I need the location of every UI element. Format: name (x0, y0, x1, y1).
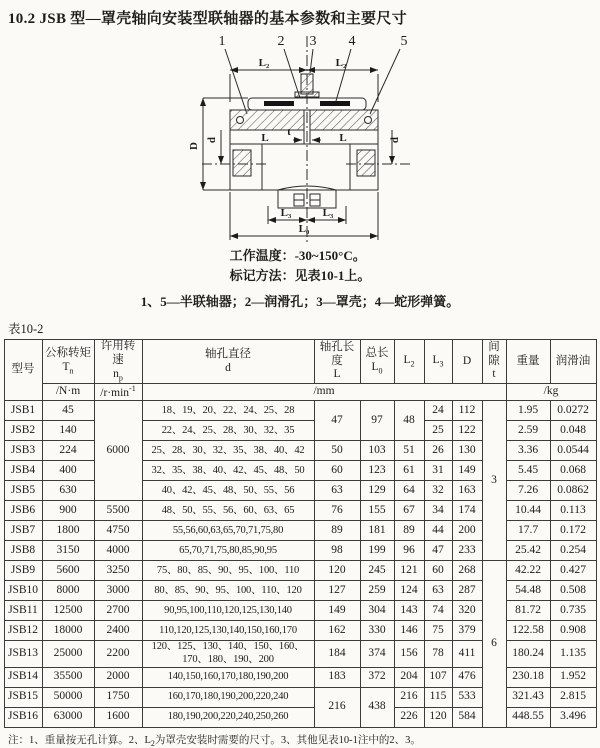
table-cell: 129 (360, 481, 394, 501)
table-cell: 5600 (42, 561, 94, 581)
table-cell: 0.113 (550, 501, 596, 521)
table-row (4, 707, 596, 727)
table-cell: 122 (452, 421, 482, 441)
table-cell: 25、28、30、32、35、38、40、42 (142, 441, 314, 461)
table-cell: 51 (394, 441, 424, 461)
table-cell: 25.42 (506, 541, 550, 561)
table-cell: 411 (452, 641, 482, 667)
marking-method-note: 标记方法：见表10-1上。 (229, 268, 371, 284)
dim-label-d-left: d (206, 136, 218, 144)
table-cell: 76 (314, 501, 360, 521)
table-cell: JSB6 (4, 501, 42, 521)
table-cell: 630 (42, 481, 94, 501)
table-cell: 226 (394, 707, 424, 727)
figure-legend: 1、5—半联轴器；2—润滑孔；3—罩壳；4—蛇形弹簧。 (140, 294, 460, 310)
col-header-model: 型号 (4, 340, 42, 401)
table-cell: 3 (482, 401, 506, 561)
table-cell: 0.908 (550, 621, 596, 641)
table-cell: 155 (360, 501, 394, 521)
table-cell: 90,95,100,110,120,125,130,140 (142, 601, 314, 621)
table-cell: 80、85、90、95、100、110、120 (142, 581, 314, 601)
table-row (4, 461, 596, 481)
table-row (4, 581, 596, 601)
table-cell: 47 (314, 401, 360, 441)
table-cell: 22、24、25、28、30、32、35 (142, 421, 314, 441)
table-cell: 7.26 (506, 481, 550, 501)
unit-kg: /kg (506, 383, 596, 401)
table-cell: 320 (452, 601, 482, 621)
dim-label-l-right: L (339, 132, 347, 144)
dim-label-t: t (287, 126, 291, 138)
table-cell: 1.135 (550, 641, 596, 667)
table-cell: 32、35、38、40、42、45、48、50 (142, 461, 314, 481)
table-cell: JSB11 (4, 601, 42, 621)
table-cell: 122.58 (506, 621, 550, 641)
table-cell: 2700 (94, 601, 142, 621)
table-row (4, 621, 596, 641)
table-cell: 45 (42, 401, 94, 421)
dim-label-l0: L₀ (298, 223, 310, 235)
working-temperature-note: 工作温度：-30~150°C。 (229, 248, 366, 263)
table-cell: 60 (314, 461, 360, 481)
dim-label-l2-left: L₂ (258, 57, 270, 69)
callout-number: 5 (400, 34, 408, 49)
table-cell: 2.59 (506, 421, 550, 441)
table-cell: 0.172 (550, 521, 596, 541)
table-cell: 180,190,200,220,240,250,260 (142, 707, 314, 727)
table-row (4, 481, 596, 501)
table-cell: 140 (42, 421, 94, 441)
table-cell: 438 (360, 687, 394, 727)
table-cell: 75、80、85、90、95、100、110 (142, 561, 314, 581)
table-cell: 10.44 (506, 501, 550, 521)
table-cell: 6000 (94, 401, 142, 501)
col-header-torque: 公称转矩 $T_n$ (42, 340, 94, 383)
table-cell: 127 (314, 581, 360, 601)
table-row (4, 687, 596, 707)
table-row (4, 401, 596, 421)
table-cell: JSB2 (4, 421, 42, 441)
table-cell: 181 (360, 521, 394, 541)
coupling-diagram (0, 28, 600, 246)
table-cell: 900 (42, 501, 94, 521)
table-cell: 1750 (94, 687, 142, 707)
table-cell: 0.048 (550, 421, 596, 441)
table-cell: 47 (424, 541, 452, 561)
table-cell: 75 (424, 621, 452, 641)
table-cell: 1.952 (550, 667, 596, 687)
dim-label-D: D (188, 142, 200, 150)
table-cell: 184 (314, 641, 360, 667)
dim-label-l2-right: L₂ (335, 57, 347, 69)
unit-mm: /mm (142, 383, 506, 401)
table-cell: JSB9 (4, 561, 42, 581)
table-cell: 1.95 (506, 401, 550, 421)
table-cell: 63 (314, 481, 360, 501)
spring-left (264, 101, 294, 106)
table-cell: 65,70,71,75,80,85,90,95 (142, 541, 314, 561)
table-cell: 0.0272 (550, 401, 596, 421)
table-cell: 162 (314, 621, 360, 641)
table-cell: 25000 (42, 641, 94, 667)
table-cell: 374 (360, 641, 394, 667)
table-cell: 156 (394, 641, 424, 667)
table-cell: 4750 (94, 521, 142, 541)
table-cell: 31 (424, 461, 452, 481)
table-cell: 180.24 (506, 641, 550, 667)
table-cell: JSB7 (4, 521, 42, 541)
table-cell: 78 (424, 641, 452, 667)
table-cell: JSB16 (4, 707, 42, 727)
table-cell: 0.254 (550, 541, 596, 561)
table-cell: JSB14 (4, 667, 42, 687)
table-cell: 0.427 (550, 561, 596, 581)
col-header-oil: 润滑油 (550, 340, 596, 383)
table-cell: 8000 (42, 581, 94, 601)
table-cell: 48、50、55、56、60、63、65 (142, 501, 314, 521)
table-cell: JSB13 (4, 641, 42, 667)
col-header-speed: 许用转速 $n_p$ (94, 340, 142, 383)
bolt-right (365, 117, 372, 124)
table-cell: 34 (424, 501, 452, 521)
table-cell: 321.43 (506, 687, 550, 707)
spring-right (320, 101, 350, 106)
callout-numbers (219, 34, 408, 49)
table-row (4, 641, 596, 667)
table-cell: 149 (314, 601, 360, 621)
table-cell: 3150 (42, 541, 94, 561)
table-cell: 3.36 (506, 441, 550, 461)
table-cell: 97 (360, 401, 394, 441)
table-cell: 48 (394, 401, 424, 441)
page-title: 10.2 JSB 型—罩壳轴向安装型联轴器的基本参数和主要尺寸 (8, 11, 407, 27)
table-cell: 584 (452, 707, 482, 727)
callout-number: 3 (309, 34, 317, 49)
bolt-left (237, 117, 244, 124)
table-cell: 26 (424, 441, 452, 461)
col-header-gap: 间隙 t (482, 340, 506, 383)
table-cell: 115 (424, 687, 452, 707)
table-cell: 121 (394, 561, 424, 581)
table-row (4, 561, 596, 581)
table-cell: 0.068 (550, 461, 596, 481)
table-cell: 32 (424, 481, 452, 501)
table-cell: 25 (424, 421, 452, 441)
table-cell: 110,120,125,130,140,150,160,170 (142, 621, 314, 641)
unit-speed: $/r\cdot\min^{-1}$ (94, 383, 142, 401)
table-row (4, 501, 596, 521)
table-cell: 379 (452, 621, 482, 641)
table-cell: 259 (360, 581, 394, 601)
table-cell: 60 (424, 561, 452, 581)
table-cell: 120 (424, 707, 452, 727)
table-body (4, 401, 596, 727)
table-cell: 120 (314, 561, 360, 581)
table-cell: 146 (394, 621, 424, 641)
table-cell: 1800 (42, 521, 94, 541)
table-cell: 54.48 (506, 581, 550, 601)
table-cell: 42.22 (506, 561, 550, 581)
table-cell: 245 (360, 561, 394, 581)
table-cell: 230.18 (506, 667, 550, 687)
table-cell: 1600 (94, 707, 142, 727)
table-cell: 18000 (42, 621, 94, 641)
table-cell: 330 (360, 621, 394, 641)
table-cell: 160,170,180,190,200,220,240 (142, 687, 314, 707)
callout-number: 1 (218, 34, 226, 49)
col-header-total-length: 总长 $L_0$ (360, 340, 394, 383)
table-cell: 400 (42, 461, 94, 481)
unit-torque: /N·m (42, 383, 94, 401)
table-cell: 96 (394, 541, 424, 561)
table-cell: 89 (314, 521, 360, 541)
table-cell: 6 (482, 561, 506, 727)
col-header-bore-length: 轴孔长度 L (314, 340, 360, 383)
table-cell: 5500 (94, 501, 142, 521)
dim-label-l-left: L (261, 132, 269, 144)
table-cell: 18、19、20、22、24、25、28 (142, 401, 314, 421)
table-cell: 24 (424, 401, 452, 421)
table-cell: 55,56,60,63,65,70,71,75,80 (142, 521, 314, 541)
table-cell: 67 (394, 501, 424, 521)
table-cell: 124 (394, 581, 424, 601)
col-header-weight: 重量 (506, 340, 550, 383)
table-cell: 64 (394, 481, 424, 501)
dim-label-l3-right: L₃ (322, 207, 334, 219)
table-cell: 372 (360, 667, 394, 687)
table-cell: 199 (360, 541, 394, 561)
table-cell: 81.72 (506, 601, 550, 621)
table-row (4, 441, 596, 461)
dim-label-l3-left: L₃ (280, 207, 292, 219)
table-cell: 17.7 (506, 521, 550, 541)
shell-rib-flange (295, 92, 319, 97)
shell-rib (301, 74, 313, 94)
table-cell: 268 (452, 561, 482, 581)
table-cell: 0.735 (550, 601, 596, 621)
col-header-bore-diameter: 轴孔直径 d (142, 340, 314, 383)
table-cell: JSB10 (4, 581, 42, 601)
table-cell: 12500 (42, 601, 94, 621)
table-cell: 204 (394, 667, 424, 687)
table-cell: 98 (314, 541, 360, 561)
callout-number: 2 (277, 34, 285, 49)
table-row (4, 601, 596, 621)
table-cell: 287 (452, 581, 482, 601)
parameters-table (4, 339, 597, 727)
table-cell: JSB5 (4, 481, 42, 501)
col-header-D: D (452, 340, 482, 383)
col-header-l3: $L_3$ (424, 340, 452, 383)
units-row (4, 383, 596, 401)
table-cell: 163 (452, 481, 482, 501)
hub-body (230, 144, 378, 190)
table-cell: 2.815 (550, 687, 596, 707)
dim-label-d-right: d (389, 136, 401, 144)
table-cell: 3250 (94, 561, 142, 581)
table-cell: 112 (452, 401, 482, 421)
table-cell: 2400 (94, 621, 142, 641)
table-cell: 107 (424, 667, 452, 687)
callout-number: 4 (348, 34, 356, 49)
table-cell: 63 (424, 581, 452, 601)
table-caption: 表10-2 (8, 322, 44, 337)
table-cell: JSB1 (4, 401, 42, 421)
table-cell: 123 (360, 461, 394, 481)
table-cell: 74 (424, 601, 452, 621)
table-cell: 183 (314, 667, 360, 687)
table-cell: 0.0544 (550, 441, 596, 461)
table-cell: 120、125、130、140、150、160、170、180、190、200 (142, 641, 314, 667)
table-cell: 61 (394, 461, 424, 481)
table-cell: 2200 (94, 641, 142, 667)
table-cell: 44 (424, 521, 452, 541)
table-cell: 200 (452, 521, 482, 541)
table-cell: 50 (314, 441, 360, 461)
table-cell: 149 (452, 461, 482, 481)
table-cell: 533 (452, 687, 482, 707)
table-cell: 0.0862 (550, 481, 596, 501)
table-cell: 216 (394, 687, 424, 707)
table-cell: 224 (42, 441, 94, 461)
table-cell: JSB3 (4, 441, 42, 461)
table-cell: 40、42、45、48、50、55、56 (142, 481, 314, 501)
table-row (4, 521, 596, 541)
table-cell: JSB12 (4, 621, 42, 641)
table-row (4, 421, 596, 441)
table-cell: 35500 (42, 667, 94, 687)
table-cell: 50000 (42, 687, 94, 707)
table-cell: 216 (314, 687, 360, 727)
table-cell: 476 (452, 667, 482, 687)
table-row (4, 667, 596, 687)
table-cell: 3000 (94, 581, 142, 601)
table-cell: 103 (360, 441, 394, 461)
table-cell: 63000 (42, 707, 94, 727)
table-cell: 448.55 (506, 707, 550, 727)
table-cell: 233 (452, 541, 482, 561)
table-cell: 174 (452, 501, 482, 521)
table-cell: 2000 (94, 667, 142, 687)
table-cell: JSB8 (4, 541, 42, 561)
table-row (4, 541, 596, 561)
notes-block (230, 246, 371, 286)
table-footnote: 注：1、重量按无孔计算。2、$L_2$为罩壳安装时需要的尺寸。3、其他见表10-1注中的2、3。 (8, 734, 421, 748)
table-cell: JSB15 (4, 687, 42, 707)
col-header-l2: $L_2$ (394, 340, 424, 383)
table-cell: 5.45 (506, 461, 550, 481)
table-cell: 89 (394, 521, 424, 541)
table-cell: 143 (394, 601, 424, 621)
table-cell: 304 (360, 601, 394, 621)
table-cell: 130 (452, 441, 482, 461)
table-cell: 4000 (94, 541, 142, 561)
table-cell: JSB4 (4, 461, 42, 481)
table-cell: 3.496 (550, 707, 596, 727)
table-cell: 0.508 (550, 581, 596, 601)
table-cell: 140,150,160,170,180,190,200 (142, 667, 314, 687)
